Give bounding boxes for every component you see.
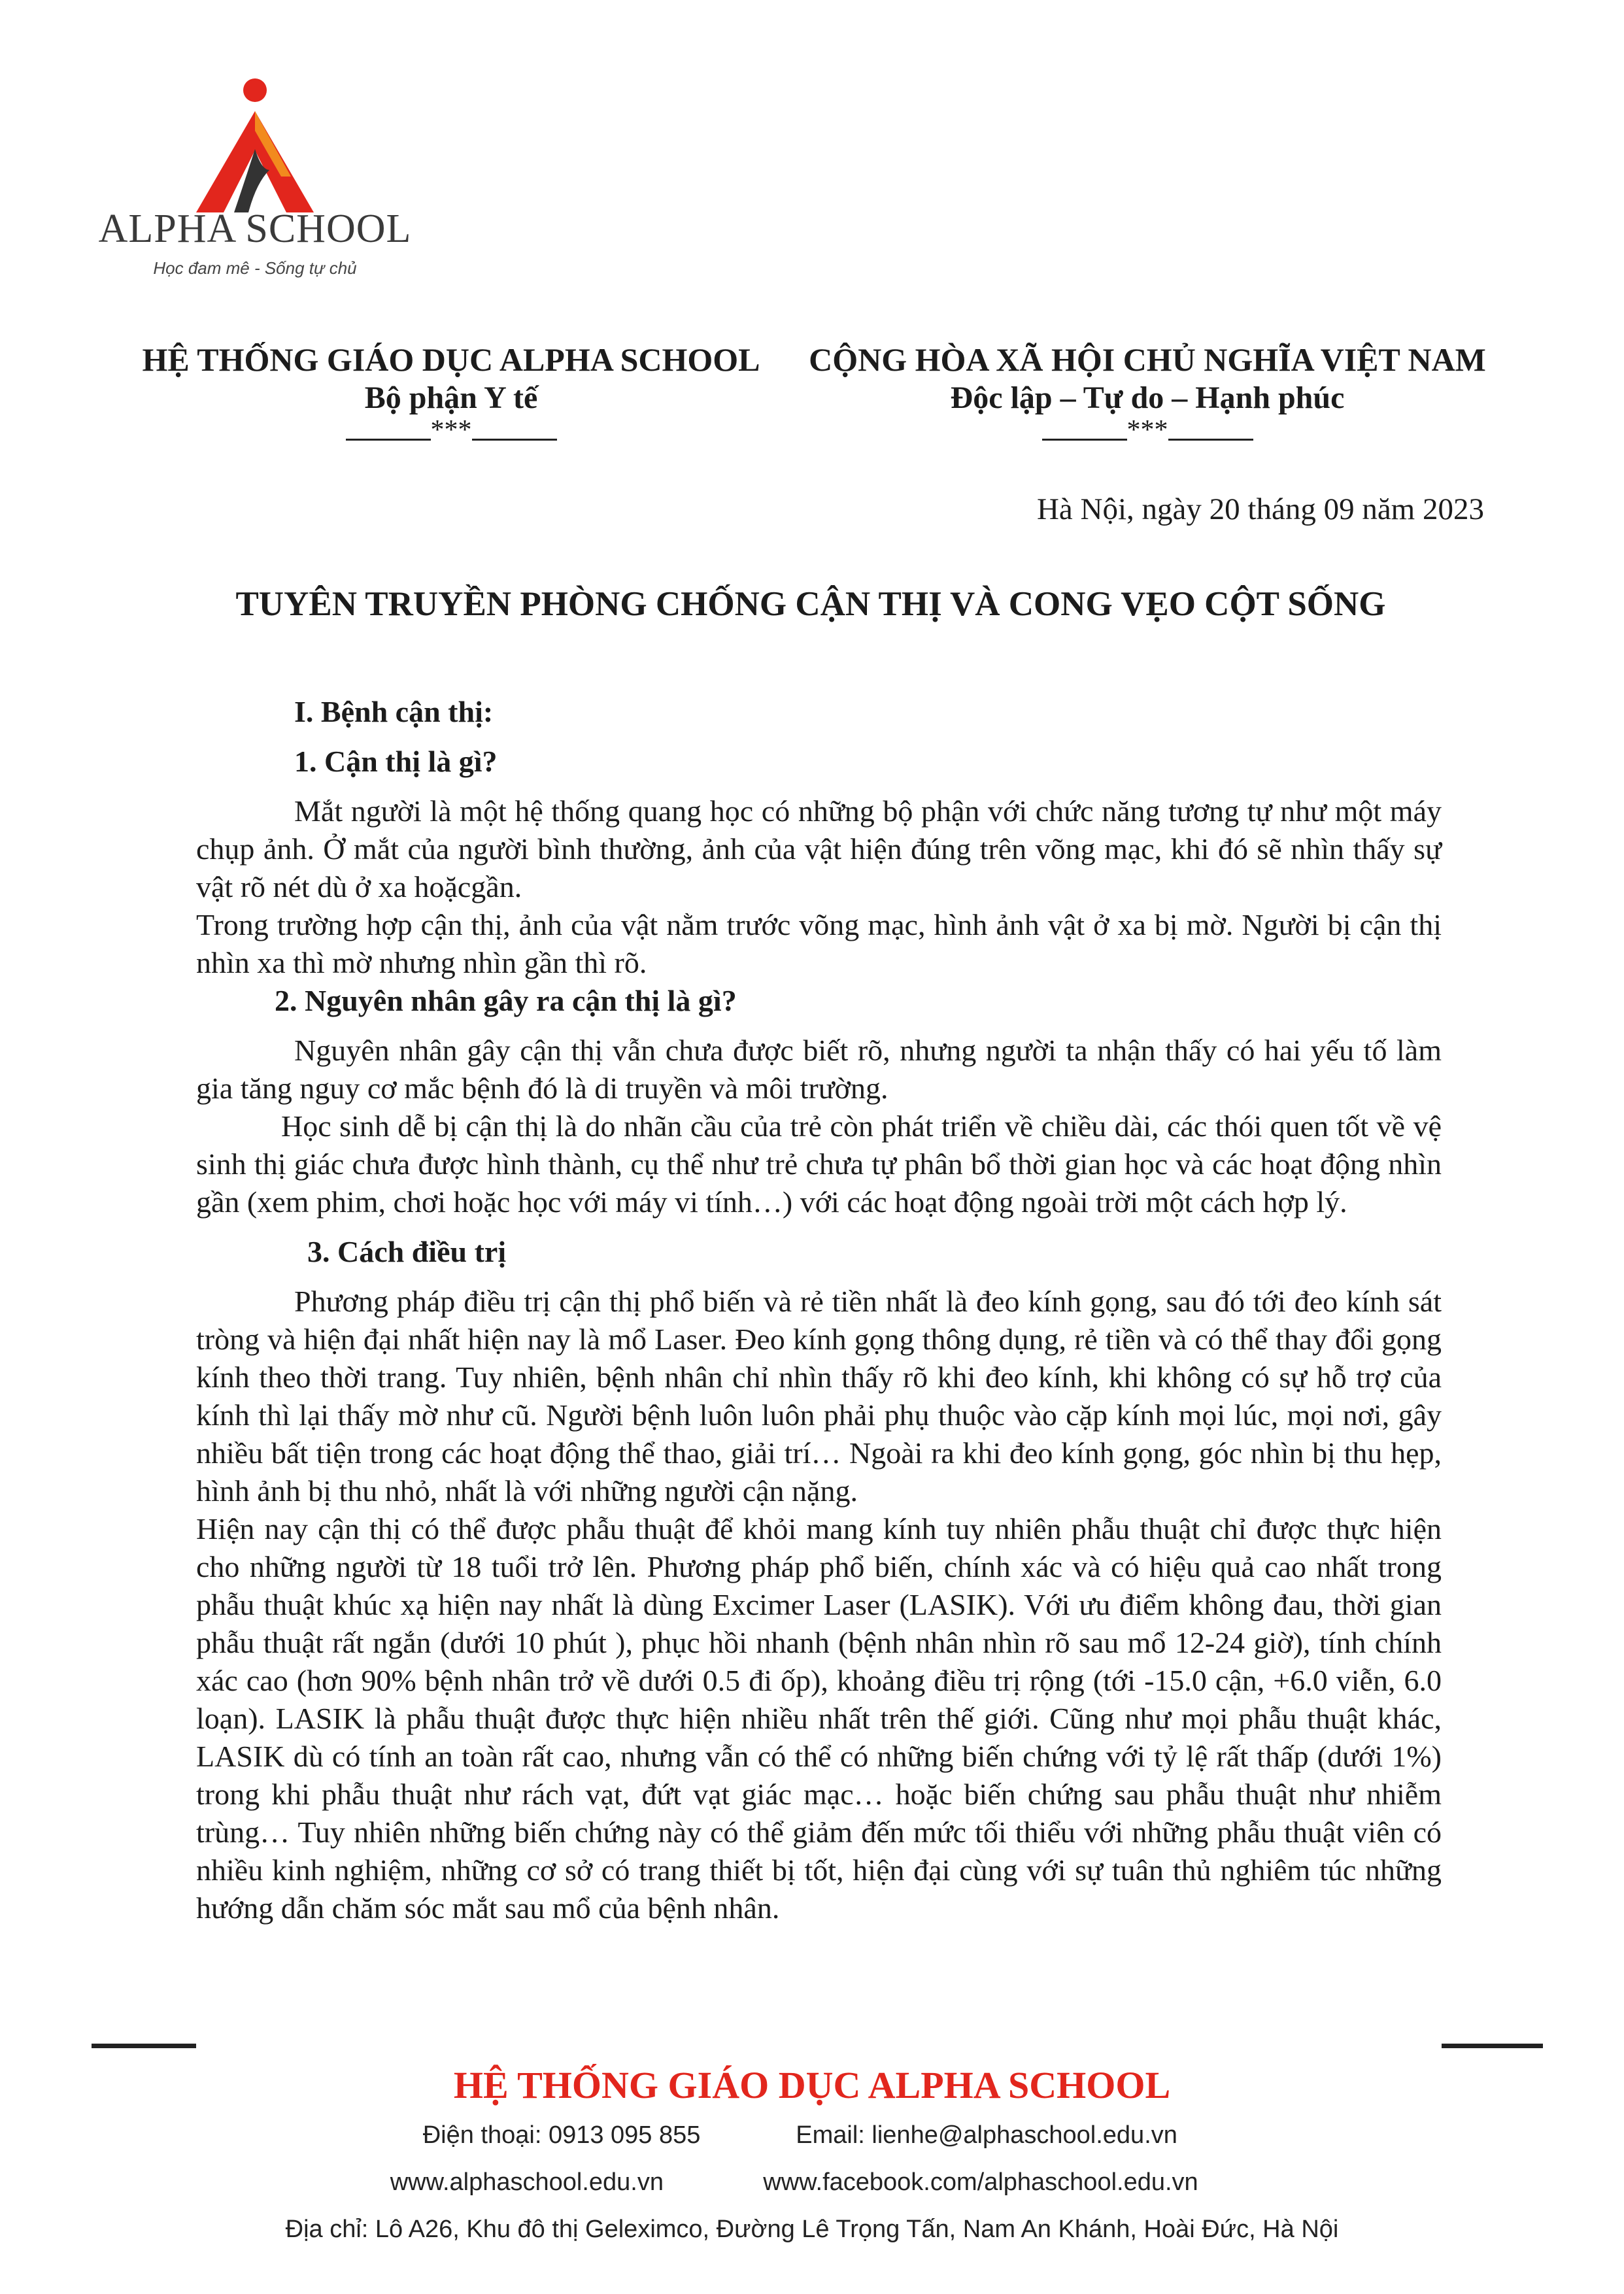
paragraph: Học sinh dễ bị cận thị là do nhãn cầu của trẻ còn phát triển về chiều dài, các thói quen tốt về vệ sinh thị giác chưa được hình thành, cụ thể như trẻ chưa tự phân bổ thời gian học và các hoạt động nhìn gần (xem phim, chơi hoặc học với máy vi tính…) với các hoạt động ngoài trời một cách hợp lý. (196, 1109, 1442, 1219)
footer-rule-right (1442, 2044, 1543, 2048)
issuer-name: HỆ THỐNG GIÁO DỤC ALPHA SCHOOL (142, 341, 760, 378)
paragraph: Mắt người là một hệ thống quang học có những bộ phận với chức năng tương tự như một máy chụp ảnh. Ở mắt của người bình thường, ảnh của vật hiện đúng trên võng mạc, khi đó sẽ nhìn thấy sự vật rõ nét dù ở xa hoặcgần. (196, 794, 1442, 903)
document-date: Hà Nội, ngày 20 tháng 09 năm 2023 (1036, 492, 1484, 526)
paragraph: Trong trường hợp cận thị, ảnh của vật nằm trước võng mạc, hình ảnh vật ở xa bị mờ. Người bị cận thị nhìn xa thì mờ nhưng nhìn gần thì rõ. (196, 908, 1442, 979)
national-name: CỘNG HÒA XÃ HỘI CHỦ NGHĨA VIỆT NAM (809, 341, 1486, 378)
national-motto: Độc lập – Tự do – Hạnh phúc (950, 380, 1345, 415)
school-logo (92, 72, 418, 294)
alpha-school-logo-icon (183, 72, 327, 216)
footer-rule-left (92, 2044, 196, 2048)
issuer-department: Bộ phận Y tế (364, 380, 538, 415)
document-title: TUYÊN TRUYỀN PHÒNG CHỐNG CẬN THỊ VÀ CONG VẸO CỘT SỐNG (235, 585, 1386, 623)
subsection-heading: 2. Nguyên nhân gây ra cận thị là gì? (275, 984, 737, 1017)
national-header (788, 340, 1507, 443)
issuer-header (131, 340, 771, 443)
logo-tagline: Học đam mê - Sống tự chủ (153, 258, 357, 278)
footer-website: www.alphaschool.edu.vn (390, 2168, 664, 2196)
logo-name: ALPHA SCHOOL (98, 207, 412, 251)
national-divider: *** (788, 417, 1507, 443)
footer-contact-row (0, 2112, 1624, 2159)
footer-facebook: www.facebook.com/alphaschool.edu.vn (763, 2168, 1198, 2196)
footer-web-row (0, 2159, 1624, 2206)
subsection-heading: 1. Cận thị là gì? (294, 745, 498, 778)
footer-org-name: HỆ THỐNG GIÁO DỤC ALPHA SCHOOL (453, 2064, 1171, 2106)
footer-email: Email: lienhe@alphaschool.edu.vn (796, 2121, 1177, 2149)
paragraph: Nguyên nhân gây cận thị vẫn chưa được biết rõ, nhưng người ta nhận thấy có hai yếu tố làm gia tăng nguy cơ mắc bệnh đó là di truyền và môi trường. (196, 1034, 1442, 1105)
paragraph: Phương pháp điều trị cận thị phổ biến và rẻ tiền nhất là đeo kính gọng, sau đó tới đeo kính sát tròng và hiện đại nhất hiện nay là mổ Laser. Đeo kính gọng thông dụng, rẻ tiền và có thể thay đổi gọng kính theo thời trang. Tuy nhiên, bệnh nhân chỉ nhìn thấy rõ khi đeo kính, khi không có sự hỗ trợ của kính thì lại thấy mờ như cũ. Người bệnh luôn luôn phải phụ thuộc vào cặp kính mọi lúc, mọi nơi, gây nhiều bất tiện trong các hoạt động thể thao, giải trí… Ngoài ra khi đeo kính gọng, góc nhìn bị thu hẹp, hình ảnh bị thu nhỏ, nhất là với những người cận nặng. (196, 1285, 1442, 1508)
section-heading: I. Bệnh cận thị: (294, 695, 494, 728)
paragraph: Hiện nay cận thị có thể được phẫu thuật để khỏi mang kính tuy nhiên phẫu thuật chỉ được thực hiện cho những người từ 18 tuổi trở lên. Phương pháp phổ biến, chính xác và có hiệu quả cao nhất trong phẫu thuật khúc xạ hiện nay nhất là dùng Excimer Laser (LASIK). Với ưu điểm không đau, thời gian phẫu thuật rất ngắn (dưới 10 phút ), phục hồi nhanh (bệnh nhân nhìn rõ sau mổ 12-24 giờ), tính chính xác cao (hơn 90% bệnh nhân trở về dưới 0.5 đi ốp), khoảng điều trị rộng (tới -15.0 cận, +6.0 viễn, 6.0 loạn). LASIK là phẫu thuật được thực hiện nhiều nhất trên thế giới. Cũng như mọi phẫu thuật khác, LASIK dù có tính an toàn rất cao, nhưng vẫn có thể có những biến chứng với tỷ lệ rất thấp (dưới 1%) trong khi phẫu thuật như rách vạt, đứt vạt giác mạc… hoặc biến chứng sau phẫu thuật như nhiễm trùng… Tuy nhiên những biến chứng này có thể giảm đến mức tối thiểu với những phẫu thuật viên có nhiều kinh nghiệm, những cơ sở có trang thiết bị tốt, hiện đại cùng với sự tuân thủ nghiêm túc những hướng dẫn chăm sóc mắt sau mổ của bệnh nhân. (196, 1512, 1442, 1925)
subsection-heading: 3. Cách điều trị (307, 1235, 507, 1268)
document-body (196, 693, 1442, 1927)
footer-address: Địa chỉ: Lô A26, Khu đô thị Geleximco, Đường Lê Trọng Tấn, Nam An Khánh, Hoài Đức, Hà Nội (285, 2216, 1339, 2243)
footer (0, 2059, 1624, 2253)
issuer-divider: *** (131, 417, 771, 443)
footer-phone: Điện thoại: 0913 095 855 (422, 2121, 701, 2149)
